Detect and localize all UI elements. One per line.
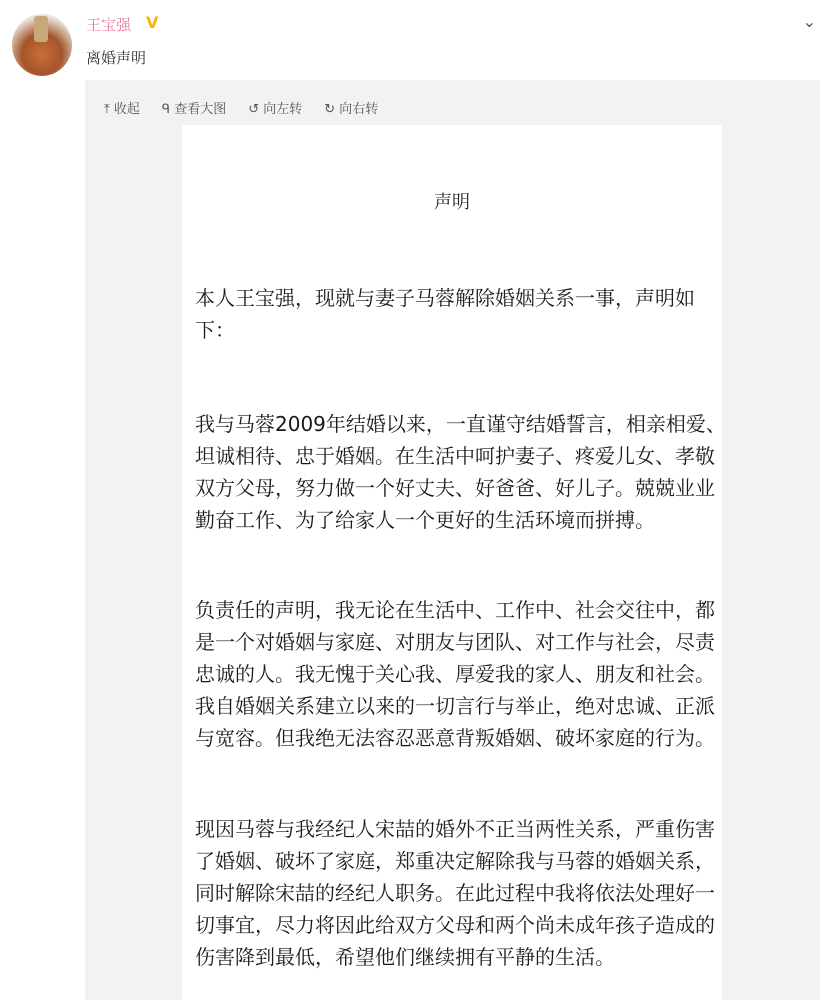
post-text: 离婚声明 — [86, 49, 147, 67]
text-line: 了婚姻、破坏了家庭，郑重决定解除我与马蓉的婚姻关系， — [195, 849, 715, 873]
text-line: 我与马蓉2009年结婚以来，一直谨守结婚誓言，相亲相爱、 — [195, 412, 726, 436]
text-line: 坦诚相待、忠于婚姻。在生活中呵护妻子、疼爱儿女、孝敬 — [195, 444, 715, 468]
paragraph — [195, 408, 726, 536]
paragraph — [195, 813, 720, 973]
collapse-button[interactable]: ⤒ 收起 — [104, 102, 140, 117]
text-line: 与宽容。但我绝无法容忍恶意背叛婚姻、破坏家庭的行为。 — [195, 726, 715, 750]
text-line: 负责任的声明，我无论在生活中、工作中、社会交往中，都 — [195, 598, 715, 622]
rotate-left-button[interactable]: ↺ 向左转 — [248, 102, 303, 117]
paragraph — [195, 282, 720, 346]
rotate-right-button[interactable]: ↻ 向右转 — [324, 102, 379, 117]
view-large-button[interactable]: ᑫ 查看大图 — [161, 102, 227, 117]
chevron-down-icon[interactable]: ⌄ — [802, 12, 816, 31]
text-line: 我自婚姻关系建立以来的一切言行与举止，绝对忠诚、正派 — [195, 694, 715, 718]
document-title: 声明 — [434, 192, 470, 213]
avatar[interactable] — [12, 14, 72, 76]
text-line: 双方父母，努力做一个好丈夫、好爸爸、好儿子。兢兢业业 — [195, 476, 715, 500]
text-line: 伤害降到最低，希望他们继续拥有平静的生活。 — [195, 945, 615, 969]
text-line: 勤奋工作、为了给家人一个更好的生活环境而拼搏。 — [195, 508, 655, 532]
text-line: 本人王宝强，现就与妻子马蓉解除婚姻关系一事，声明如 — [195, 286, 695, 310]
text-line: 是一个对婚姻与家庭、对朋友与团队、对工作与社会，尽责 — [195, 630, 715, 654]
text-line: 忠诚的人。我无愧于关心我、厚爱我的家人、朋友和社会。 — [195, 662, 715, 686]
paragraph — [195, 594, 720, 754]
statement-document — [182, 125, 726, 1000]
verified-badge-icon: V — [146, 13, 159, 32]
text-line: 同时解除宋喆的经纪人职务。在此过程中我将依法处理好一 — [195, 881, 715, 905]
username[interactable]: 王宝强 — [86, 16, 132, 34]
image-toolbar — [104, 98, 378, 117]
text-line: 下： — [195, 318, 235, 342]
text-line: 切事宜，尽力将因此给双方父母和两个尚未成年孩子造成的 — [195, 913, 715, 937]
text-line: 现因马蓉与我经纪人宋喆的婚外不正当两性关系，严重伤害 — [195, 817, 715, 841]
